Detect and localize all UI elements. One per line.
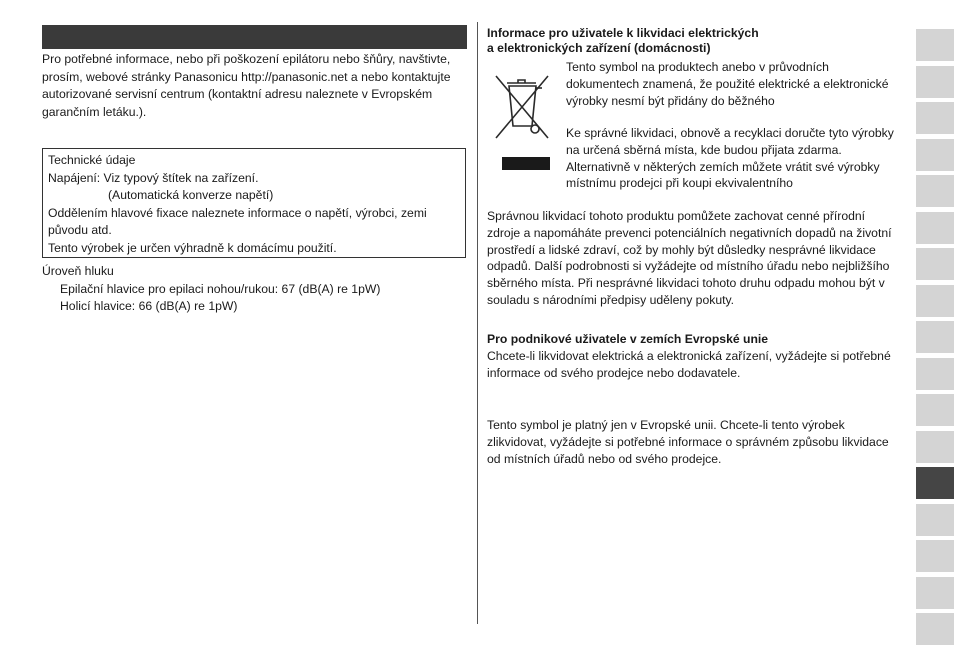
- eu-only-symbol-text: Tento symbol je platný jen v Evropské unii. Chcete-li tento výrobek zlikvidovat, vyžádejte si potřebné informace o správném způsobu likvidace od místních úřadů nebo od svého prodejce.: [487, 418, 889, 466]
- crossed-out-wheelie-bin-icon: [490, 66, 554, 172]
- language-tab-strip: [916, 29, 954, 650]
- noise-level-section: [42, 263, 472, 316]
- side-tab[interactable]: [916, 577, 954, 609]
- weee-heading-line-2: a elektronických zařízení (domácnosti): [487, 41, 711, 55]
- specs-power: Napájení: Viz typový štítek na zařízení.: [48, 170, 259, 185]
- side-tab[interactable]: [916, 139, 954, 171]
- specs-title: Technické údaje: [48, 153, 136, 167]
- noise-title: Úroveň hluku: [42, 264, 114, 278]
- side-tab-active[interactable]: [916, 467, 954, 499]
- side-tab[interactable]: [916, 29, 954, 61]
- weee-benefits-text: Správnou likvidací tohoto produktu pomůžete zachovat cenné přírodní zdroje a napomáháte prevenci potenciálních negativních dopadů na životní prostředí a lidské zdraví, což by mohly být důsledky nesprávné likvidace odpadů. Další podrobnosti si vyžádejte od místního úřadu nebo nejbližšího sběrného místa. Při nesprávné likvidaci tohoto druhu odpadu mohou být v souladu s národními předpisy uděleny pokuty.: [487, 209, 892, 307]
- column-divider: [477, 22, 478, 624]
- weee-heading-line-1: Informace pro uživatele k likvidaci elektrických: [487, 26, 759, 40]
- noise-epilator: Epilační hlavice pro epilaci nohou/rukou: 67 (dB(A) re 1pW): [60, 281, 381, 296]
- section-header-bar: [42, 25, 467, 49]
- side-tab[interactable]: [916, 358, 954, 390]
- side-tab[interactable]: [916, 212, 954, 244]
- side-tab[interactable]: [916, 540, 954, 572]
- side-tab[interactable]: [916, 504, 954, 536]
- side-tab[interactable]: [916, 613, 954, 645]
- side-tab[interactable]: [916, 66, 954, 98]
- technical-specs-box: [42, 148, 466, 258]
- side-tab[interactable]: [916, 175, 954, 207]
- side-tab[interactable]: [916, 285, 954, 317]
- weee-heading: [487, 26, 877, 56]
- specs-head-info: Oddělením hlavové fixace naleznete informace o napětí, výrobci, zemi původu atd.: [48, 205, 427, 238]
- weee-disposal-text: Ke správné likvidaci, obnově a recyklaci doručte tyto výrobky na určená sběrná místa, kde budou přijata zdarma. Alternativně v některých zemích můžete vrátit své výrobky místnímu prodejci při koupi ekvivalentního: [566, 126, 894, 191]
- side-tab[interactable]: [916, 431, 954, 463]
- specs-household: Tento výrobek je určen výhradně k domácímu použití.: [48, 240, 337, 255]
- side-tab[interactable]: [916, 102, 954, 134]
- weee-symbol-text: Tento symbol na produktech anebo v průvodních dokumentech znamená, že použité elektrické a elektronické výrobky nesmí být přidány do běžného: [566, 60, 889, 108]
- specs-power-note: (Automatická konverze napětí): [108, 188, 274, 203]
- business-users-heading: Pro podnikové uživatele v zemích Evropské unie: [487, 332, 769, 346]
- noise-shaver: Holicí hlavice: 66 (dB(A) re 1pW): [60, 299, 238, 314]
- side-tab[interactable]: [916, 394, 954, 426]
- service-info-text: Pro potřebné informace, nebo při poškození epilátoru nebo šňůry, navštivte, prosím, webové stránky Panasonicu http://panasonic.net a nebo kontaktujte autorizované servisní centrum (kontaktní adresu naleznete v Evropském garančním letáku.).: [42, 52, 451, 119]
- side-tab[interactable]: [916, 321, 954, 353]
- business-users-text: Chcete-li likvidovat elektrická a elektronická zařízení, vyžádejte si potřebné informace od svého prodejce nebo dodavatele.: [487, 349, 891, 380]
- side-tab[interactable]: [916, 248, 954, 280]
